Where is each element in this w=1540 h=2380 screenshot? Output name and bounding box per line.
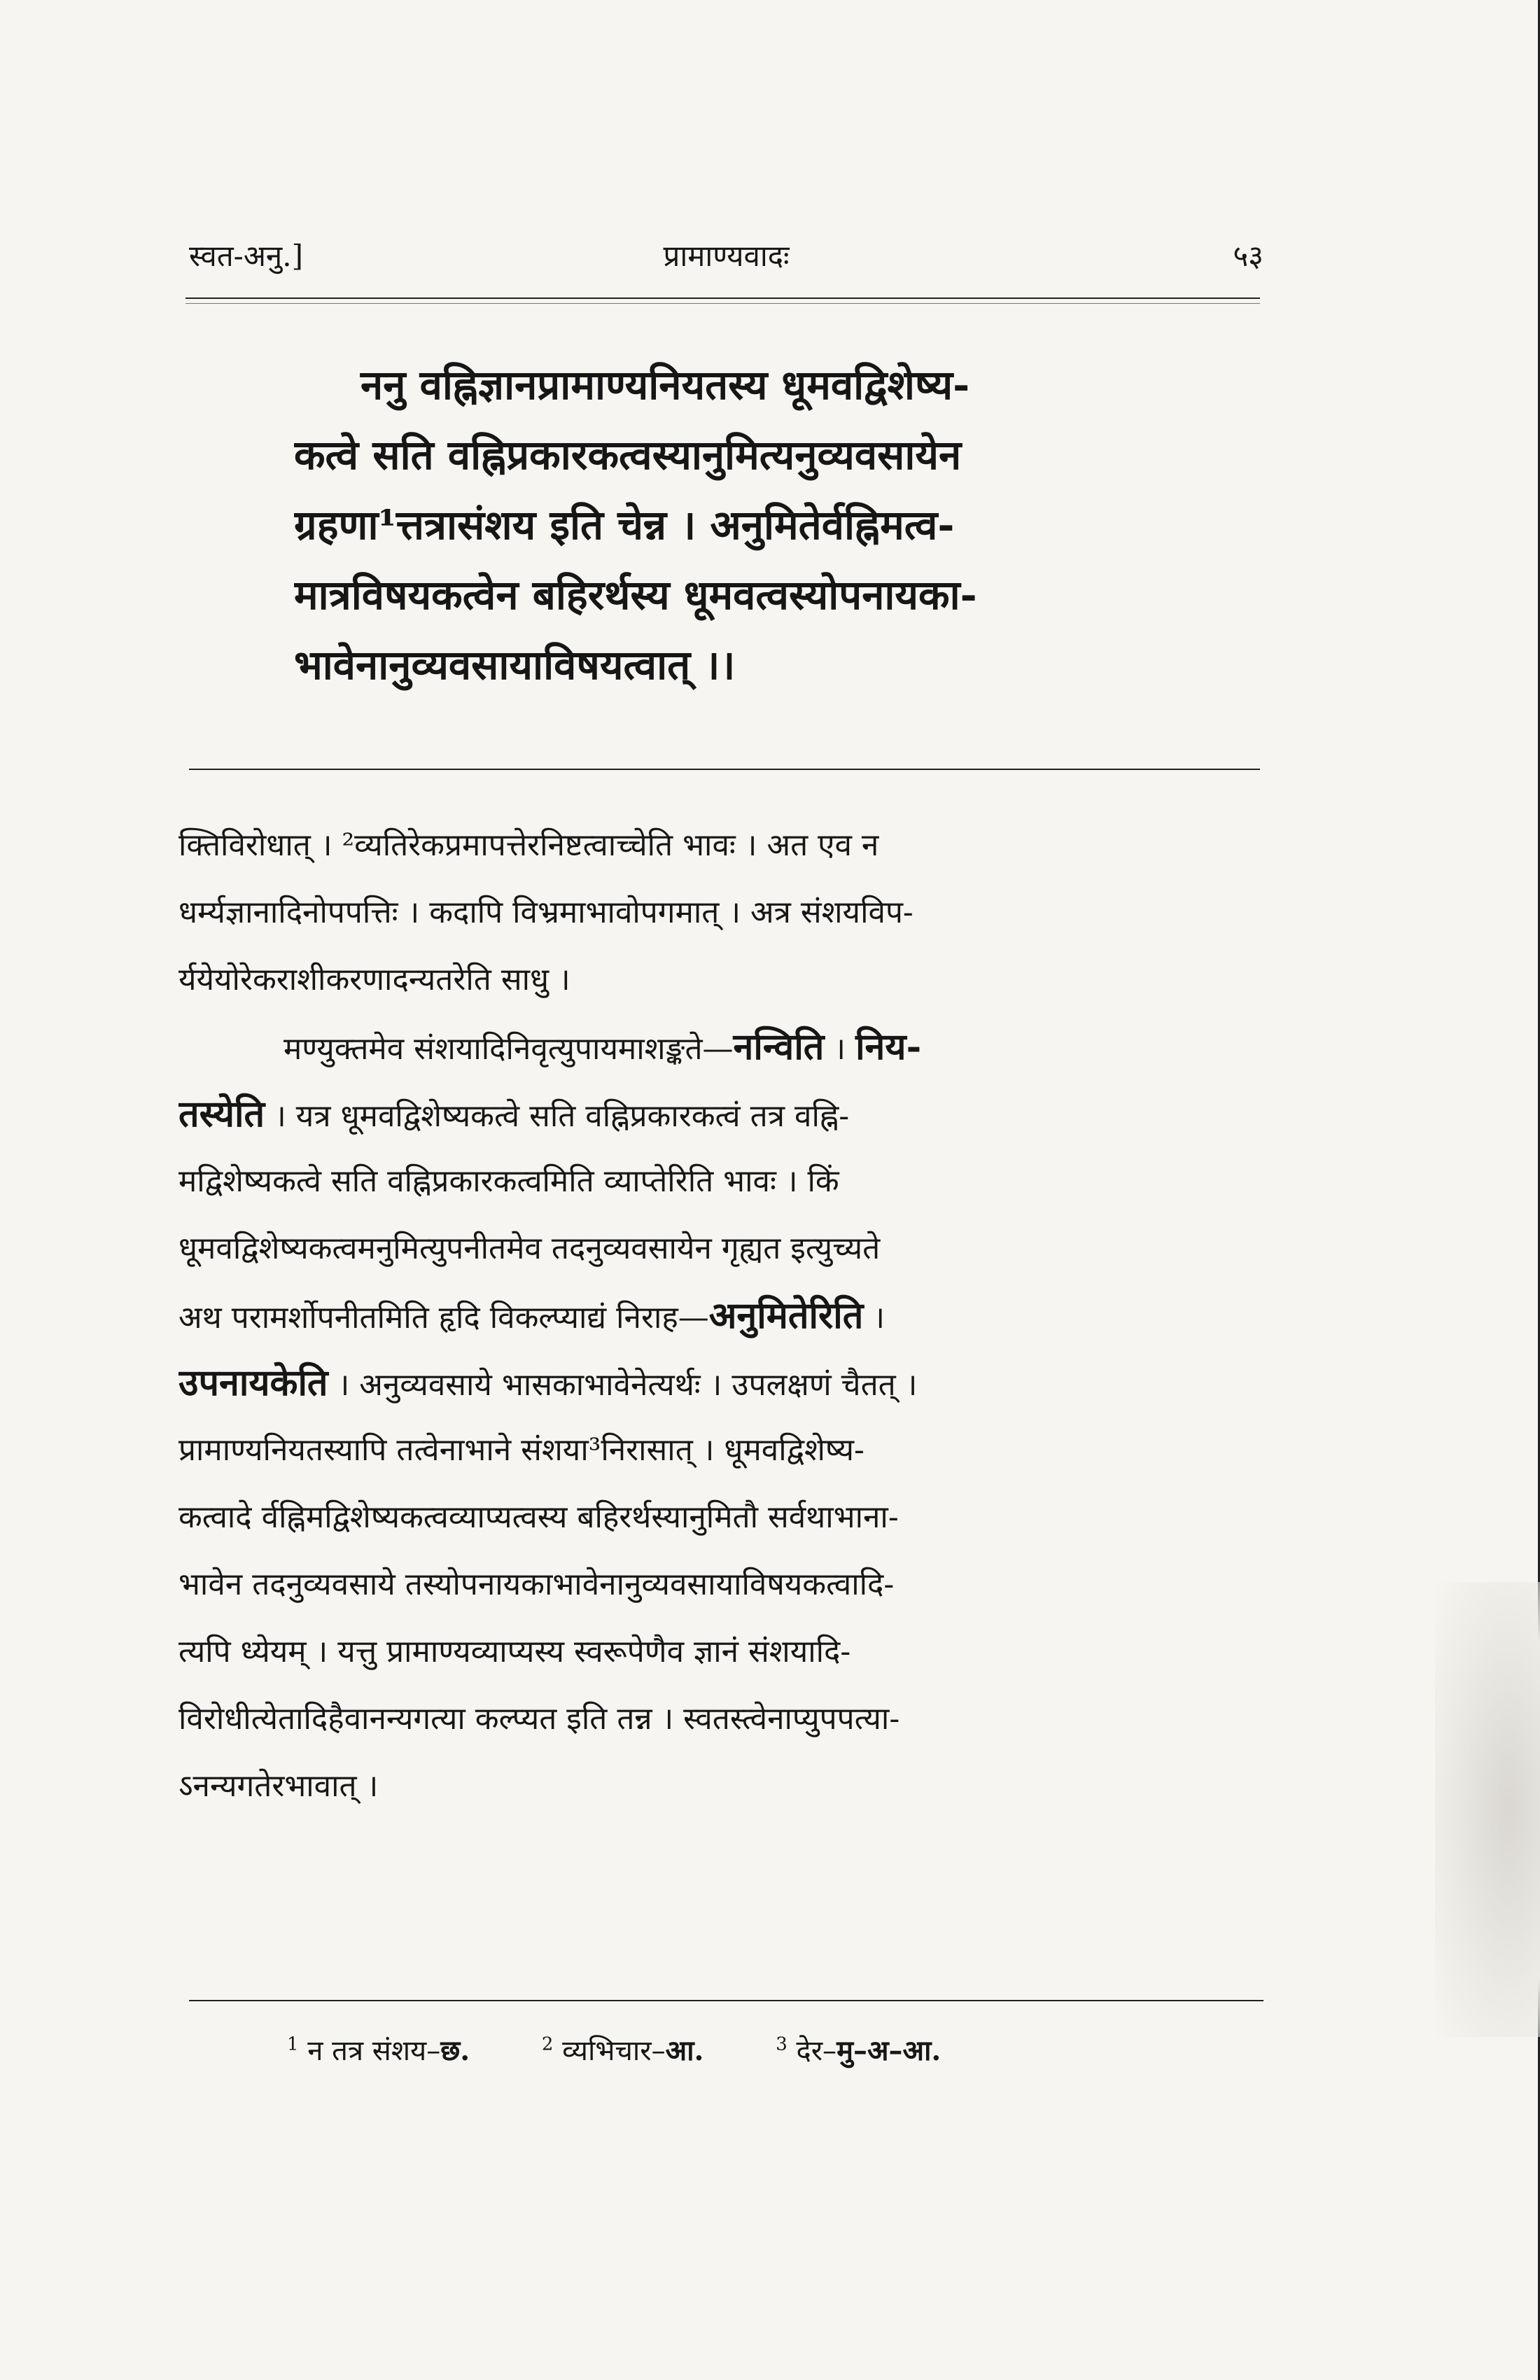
footnote-source: मु–अ–आ. — [836, 2034, 941, 2067]
commentary-line: त्यपि ध्येयम् । यत्तु प्रामाण्यव्याप्यस्य स्वरूपेणैव ज्ञानं संशयादि- — [178, 1634, 851, 1670]
commentary-line: धूमवद्विशेष्यकत्वमनुमित्युपनीतमेव तदनुव्यवसायेन गृह्यत इत्युच्यते — [178, 1231, 881, 1266]
footnote-text: देर– — [796, 2035, 837, 2067]
footnote-source: छ. — [440, 2034, 470, 2067]
header-title: प्रामाण्यवादः — [663, 239, 790, 273]
commentary-line: ऽनन्यगतेरभावात् । — [178, 1768, 379, 1804]
footnote — [287, 2030, 470, 2068]
commentary-line: र्ययेयोरेकराशीकरणादन्यतरेति साधु । — [178, 962, 570, 997]
footnote-rule — [189, 2000, 1264, 2001]
pratika-keyword: अनुमितेरिति — [708, 1294, 864, 1337]
commentary-line: कत्वादे र्वह्निमद्विशेष्यकत्वव्याप्यत्वस्य बहिरर्थस्यानुमितौ सर्वथाभाना- — [178, 1499, 899, 1535]
header-rule — [186, 298, 1260, 304]
commentary-line: भावेन तदनुव्यवसाये तस्योपनायकाभावेनानुव्यवसायाविषयकत्वादि- — [178, 1567, 895, 1602]
pratika-keyword: उपनायकेति — [178, 1362, 328, 1404]
pratika-keyword: नन्विति — [733, 1026, 825, 1068]
page-number: ५३ — [1233, 239, 1264, 273]
header-section-label: स्वत-अनु.] — [189, 239, 303, 273]
footnote-text: न तत्र संशय– — [307, 2035, 441, 2067]
verse-line: भावेनानुव्यवसायाविषयत्वात् ।। — [294, 641, 736, 689]
commentary-text: । — [863, 1300, 886, 1336]
commentary-line — [178, 1282, 1260, 1350]
pratika-keyword: निय- — [855, 1026, 922, 1068]
verse-block — [294, 350, 1176, 700]
commentary-line: प्रामाण्यनियतस्यापि तत्वेनाभाने संशया³निरासात् । धूमवद्विशेष्य- — [178, 1432, 864, 1468]
footnote-number: 3 — [776, 2033, 788, 2055]
commentary-text: । — [824, 1031, 856, 1067]
footnote — [542, 2030, 704, 2068]
pratika-keyword: तस्येति — [178, 1093, 265, 1135]
verse-line: कत्वे सति वह्निप्रकारकत्वस्यानुमित्यनुव्यवसायेन — [294, 431, 962, 479]
commentary-line — [178, 1081, 1260, 1148]
running-header — [189, 235, 1264, 291]
commentary-line: क्तिविरोधात् । ²व्यतिरेकप्रमापत्तेरनिष्टत्वाच्चेति भावः । अत एव न — [178, 827, 879, 863]
commentary-block — [178, 812, 1260, 1820]
verse-line: ननु वह्निज्ञानप्रामाण्यनियतस्य धूमवद्विशेष्य- — [360, 361, 970, 409]
commentary-text: । अनुव्यवसाये भासकाभावेनेत्यर्थः । उपलक्षणं चैतत् । — [328, 1367, 918, 1403]
commentary-line: विरोधीत्येतादिहैवानन्यगत्या कल्प्यत इति तन्न । स्वतस्त्वेनाप्युपपत्या- — [178, 1701, 900, 1737]
footnote — [776, 2030, 941, 2068]
footnote-source: आ. — [665, 2034, 704, 2067]
commentary-line: मद्विशेष्यकत्वे सति वह्निप्रकारकत्वमिति व्याप्तेरिति भावः । किं — [178, 1163, 839, 1199]
commentary-text: मण्युक्तमेव संशयादिनिवृत्युपायमाशङ्कते— — [284, 1031, 734, 1067]
torn-page-edge — [1435, 1582, 1540, 2037]
footnote-number: 2 — [541, 2033, 554, 2055]
footnote-number: 1 — [287, 2033, 299, 2055]
verse-line: ग्रहणा¹त्तत्रासंशय इति चेन्न । अनुमितेर्वह्निमत्व- — [294, 501, 955, 549]
commentary-line — [178, 1014, 1260, 1081]
footnote-text: व्यभिचार– — [562, 2035, 666, 2067]
commentary-text: । यत्र धूमवद्विशेष्यकत्वे सति वह्निप्रकारकत्वं तत्र वह्नि- — [265, 1098, 850, 1134]
footnotes — [287, 2030, 1267, 2068]
commentary-line — [178, 1350, 1260, 1417]
commentary-line: धर्म्यज्ञानादिनोपपत्तिः । कदापि विभ्रमाभावोपगमात् । अत्र संशयविप- — [178, 895, 913, 930]
verse-line: मात्रविषयकत्वेन बहिरर्थस्य धूमवत्वस्योपनायका- — [294, 571, 977, 619]
commentary-text: अथ परामर्शोपनीतमिति हृदि विकल्प्याद्यं निराह— — [178, 1300, 709, 1336]
verse-rule — [189, 769, 1260, 770]
